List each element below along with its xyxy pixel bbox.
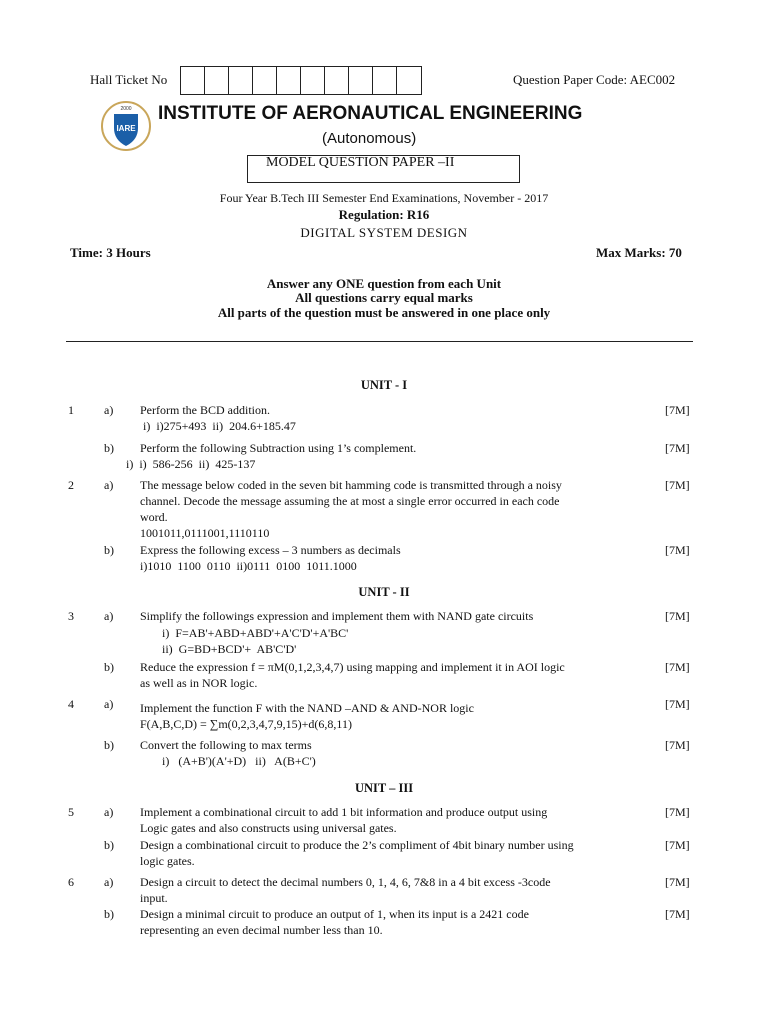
question-text: Design a minimal circuit to produce an output of 1, when its input is a 2421 code xyxy=(140,907,529,921)
question-number: 2 xyxy=(68,478,74,492)
question-number: 3 xyxy=(68,609,74,623)
part-label: a) xyxy=(104,697,114,711)
question-subparts: i)1010 1100 0110 ii)0111 0100 1011.1000 xyxy=(140,559,357,573)
ticket-box xyxy=(301,67,325,94)
logo-text: IARE xyxy=(116,124,136,133)
marks: [7M] xyxy=(665,838,690,852)
question-text: Simplify the followings expression and implement them with NAND gate circuits xyxy=(140,609,534,623)
ticket-box xyxy=(181,67,205,94)
marks: [7M] xyxy=(665,441,690,455)
model-paper-title: MODEL QUESTION PAPER –II xyxy=(266,155,455,170)
ticket-box xyxy=(277,67,301,94)
question-text: Express the following excess – 3 numbers as decimals xyxy=(140,543,401,557)
question-text: representing an even decimal number less than 10. xyxy=(140,923,383,937)
part-label: b) xyxy=(104,838,114,852)
question-subparts: i) i) 586-256 ii) 425-137 xyxy=(126,457,256,471)
question-subparts: i) F=AB'+ABD+ABD'+A'C'D'+A'BC' xyxy=(162,626,349,640)
question-text: input. xyxy=(140,891,168,905)
marks: [7M] xyxy=(665,609,690,623)
question-text: F(A,B,C,D) = ∑m(0,2,3,4,7,9,15)+d(6,8,11) xyxy=(140,717,352,731)
part-label: b) xyxy=(104,738,114,752)
question-number: 1 xyxy=(68,403,74,417)
divider xyxy=(66,341,693,342)
marks: [7M] xyxy=(665,697,690,711)
ticket-box xyxy=(325,67,349,94)
part-label: a) xyxy=(104,875,114,889)
autonomous-label: (Autonomous) xyxy=(322,130,417,147)
marks: [7M] xyxy=(665,478,690,492)
question-text: Implement the function F with the NAND –AND & AND-NOR logic xyxy=(140,701,474,715)
question-text: Design a circuit to detect the decimal numbers 0, 1, 4, 6, 7&8 in a 4 bit excess -3code xyxy=(140,875,551,889)
instruction-2: All questions carry equal marks xyxy=(295,290,473,305)
question-subparts: ii) G=BD+BCD'+ AB'C'D' xyxy=(162,642,297,656)
part-label: a) xyxy=(104,403,114,417)
question-text: Perform the BCD addition. xyxy=(140,403,270,417)
question-text: The message below coded in the seven bit hamming code is transmitted through a noisy xyxy=(140,478,562,492)
question-number: 6 xyxy=(68,875,74,889)
unit-heading: UNIT - II xyxy=(358,585,410,599)
regulation: Regulation: R16 xyxy=(338,207,430,222)
logo-year: 2000 xyxy=(120,106,132,112)
part-label: b) xyxy=(104,907,114,921)
ticket-box xyxy=(229,67,253,94)
marks: [7M] xyxy=(665,875,690,889)
question-text: word. xyxy=(140,510,168,524)
question-number: 5 xyxy=(68,805,74,819)
ticket-box xyxy=(349,67,373,94)
ticket-box xyxy=(373,67,397,94)
question-text: logic gates. xyxy=(140,854,195,868)
question-text: Reduce the expression f = πM(0,1,2,3,4,7) using mapping and implement it in AOI logic xyxy=(140,660,565,674)
ticket-box xyxy=(205,67,229,94)
part-label: a) xyxy=(104,805,114,819)
part-label: a) xyxy=(104,609,114,623)
question-subparts: i) (A+B')(A'+D) ii) A(B+C') xyxy=(162,754,316,768)
part-label: a) xyxy=(104,478,114,492)
part-label: b) xyxy=(104,660,114,674)
question-subparts: i) i)275+493 ii) 204.6+185.47 xyxy=(143,419,296,433)
question-text: Implement a combinational circuit to add 1 bit information and produce output using xyxy=(140,805,548,819)
time-label: Time: 3 Hours xyxy=(70,245,151,260)
question-text: Design a combinational circuit to produce the 2’s compliment of 4bit binary number using xyxy=(140,838,574,852)
question-text: channel. Decode the message assuming the at most a single error occurred in each code xyxy=(140,494,560,508)
marks: [7M] xyxy=(665,907,690,921)
subject-title: DIGITAL SYSTEM DESIGN xyxy=(300,225,468,240)
instruction-1: Answer any ONE question from each Unit xyxy=(266,276,502,291)
marks: [7M] xyxy=(665,403,690,417)
ticket-box xyxy=(397,67,421,94)
exam-line: Four Year B.Tech III Semester End Examinations, November - 2017 xyxy=(219,191,549,205)
hall-ticket-boxes xyxy=(180,66,422,95)
part-label: b) xyxy=(104,441,114,455)
question-text: Perform the following Subtraction using 1’s complement. xyxy=(140,441,417,455)
institute-name: INSTITUTE OF AERONAUTICAL ENGINEERING xyxy=(158,103,583,124)
marks: [7M] xyxy=(665,660,690,674)
max-marks-label: Max Marks: 70 xyxy=(596,245,682,260)
question-paper-code: Question Paper Code: AEC002 xyxy=(513,72,676,87)
part-label: b) xyxy=(104,543,114,557)
question-text: Logic gates and also constructs using universal gates. xyxy=(140,821,397,835)
question-number: 4 xyxy=(68,697,74,711)
instruction-3: All parts of the question must be answered in one place only xyxy=(217,305,551,320)
unit-heading: UNIT – III xyxy=(354,781,414,795)
hall-ticket-label: Hall Ticket No xyxy=(90,72,168,87)
institute-logo xyxy=(100,100,152,152)
ticket-box xyxy=(253,67,277,94)
marks: [7M] xyxy=(665,738,690,752)
question-text: as well as in NOR logic. xyxy=(140,676,258,690)
question-text: 1001011,0111001,1110110 xyxy=(140,526,270,540)
marks: [7M] xyxy=(665,543,690,557)
marks: [7M] xyxy=(665,805,690,819)
unit-heading: UNIT - I xyxy=(360,378,408,392)
question-text: Convert the following to max terms xyxy=(140,738,312,752)
